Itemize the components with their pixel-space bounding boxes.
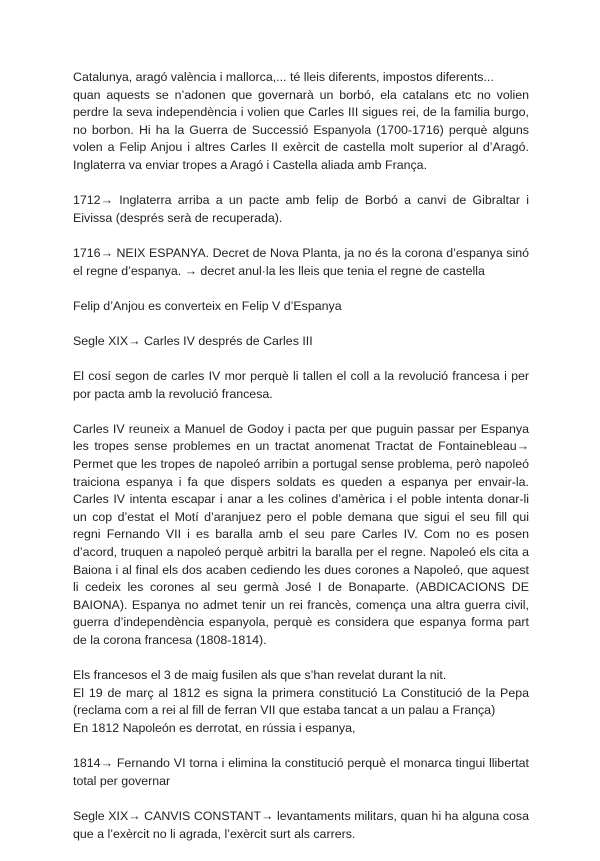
text-line: 1712→ Inglaterra arriba a un pacte amb felip de Borbó a canvi de Gibraltar i Eivissa (després serà de recuperada). bbox=[73, 193, 529, 225]
text-line: En 1812 Napoleón es derrotat, en rússia i espanya, bbox=[73, 720, 356, 735]
paragraph bbox=[73, 333, 529, 351]
paragraph bbox=[73, 298, 529, 316]
paragraph bbox=[73, 755, 529, 790]
text-line: Felip d’Anjou es converteix en Felip V d’Espanya bbox=[73, 298, 342, 313]
paragraph bbox=[73, 368, 529, 403]
document-page bbox=[73, 69, 529, 861]
text-line: El 19 de març al 1812 es signa la primera constitució La Constitució de la Pepa (reclama com a rei al fill de ferran VII que estaba tancat a un palau a França) bbox=[73, 685, 529, 718]
text-line: Carles IV reuneix a Manuel de Godoy i pacta per que puguin passar per Espanya les tropes sense problemes en un tractat anomenat Tractat de Fontainebleau→ Permet que les tropes de napoleó arribin a portugal sense problema, però napoleó traiciona espanya i fa que dispers soldats es queden a espanya per envair-la. Carles IV intenta escapar i anar a les colines d’amèrica i el poble intenta donar-li un cop d’estat el Motí d’aranjuez pero el poble demana que sigui el seu fill qui regni Fernando VII i es baralla amb el seu pare Carles IV. Com no es posen d’acord, truquen a napoleó perquè arbitri la baralla per el regne. Napoleó els cita a Baiona i al final els dos acaben cediendo les dues corones a Napoleó, que aquest li cedeix les corones al seu germà José I de Bonaparte. (ABDICACIONS DE BAIONA). Espanya no admet tenir un rei francès, comença una altra guerra civil, guerra d’independència espanyola, perquè es considera que espanya forma part de la corona francesa (1808-1814). bbox=[73, 421, 529, 647]
paragraph bbox=[73, 667, 529, 737]
text-line: 1716→ NEIX ESPANYA. Decret de Nova Planta, ja no és la corona d’espanya sinó el regne d’espanya. → decret anul·la les lleis que tenia el regne de castella bbox=[73, 245, 529, 278]
paragraph bbox=[73, 245, 529, 280]
paragraph bbox=[73, 808, 529, 843]
paragraph bbox=[73, 69, 529, 175]
paragraph bbox=[73, 192, 529, 227]
text-line: Segle XIX→ Carles IV després de Carles III bbox=[73, 333, 313, 348]
text-line: 1814→ Fernando VI torna i elimina la constitució perquè el monarca tingui llibertat total per governar bbox=[73, 756, 529, 788]
paragraph bbox=[73, 421, 529, 650]
text-line: Catalunya, aragó valència i mallorca,... té lleis diferents, impostos diferents... bbox=[73, 70, 494, 84]
text-line: Els francesos el 3 de maig fusilen als que s’han revelat durant la nit. bbox=[73, 668, 447, 683]
text-line: quan aquests se n’adonen que governarà un borbó, ela catalans etc no volien perdre la seva independència i volien que Carles III sigues rei, de la familia burgo, no borbon. Hi ha la Guerra de Successió Espanyola (1700-1716) perquè alguns volen a Felip Anjou i altres Carles II exèrcit de castella molt superior al d’Aragó. Inglaterra va enviar tropes a Aragó i Castella aliada amb França. bbox=[73, 87, 529, 172]
text-line: El cosí segon de carles IV mor perquè li tallen el coll a la revolució francesa i per por pacta amb la revolució francesa. bbox=[73, 369, 529, 401]
text-line: Segle XIX→ CANVIS CONSTANT→ levantaments militars, quan hi ha alguna cosa que a l’exèrcit no li agrada, l’exèrcit surt als carrers. bbox=[73, 808, 529, 841]
